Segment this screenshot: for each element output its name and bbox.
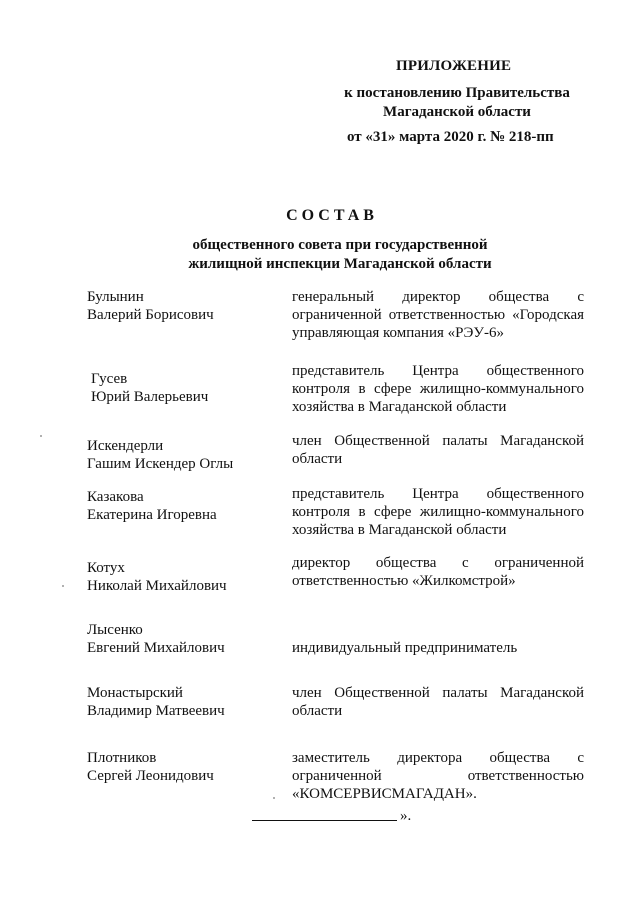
member-name <box>91 370 281 406</box>
member-name <box>87 749 277 785</box>
reference-line-1: к постановлению Правительства <box>344 85 570 101</box>
member-given-names: Николай Михайлович <box>87 578 227 594</box>
member-surname: Котух <box>87 560 125 576</box>
member-role: генеральный директор общества с ограниченной ответственностью «Городская управляющая компания «РЭУ-6» <box>292 289 584 341</box>
member-name <box>87 488 277 524</box>
scan-speck <box>40 435 42 437</box>
subtitle-line-2: жилищной инспекции Магаданской области <box>188 256 492 272</box>
closing-quote-mark: ». <box>400 808 412 824</box>
member-role: индивидуальный предприниматель <box>292 640 518 656</box>
member-surname: Монастырский <box>87 685 183 701</box>
reference-line-2: Магаданской области <box>383 104 531 120</box>
member-surname: Лысенко <box>87 622 143 638</box>
member-surname: Гусев <box>91 371 128 387</box>
member-surname: Искендерли <box>87 438 164 454</box>
member-surname: Казакова <box>87 489 144 505</box>
scan-speck <box>62 585 64 587</box>
member-name <box>87 621 277 657</box>
member-name <box>87 684 277 720</box>
document-title: СОСТАВ <box>286 207 378 224</box>
member-name <box>87 559 277 595</box>
document-subtitle <box>150 236 530 274</box>
member-name <box>87 288 277 324</box>
member-given-names: Владимир Матвеевич <box>87 703 225 719</box>
member-role: представитель Центра общественного контроля в сфере жилищно-коммунального хозяйства в Магаданской области <box>292 363 584 415</box>
resolution-date: от «31» марта 2020 г. № 218-пп <box>347 129 554 145</box>
member-role: директор общества с ограниченной ответственностью «Жилкомстрой» <box>292 555 584 589</box>
member-given-names: Екатерина Игоревна <box>87 507 217 523</box>
member-role: заместитель директора общества с ограниченной ответственностью «КОМСЕРВИСМАГАДАН». <box>292 750 584 802</box>
appendix-label: ПРИЛОЖЕНИЕ <box>396 58 512 74</box>
member-surname: Плотников <box>87 750 157 766</box>
closing-rule <box>252 820 397 821</box>
member-given-names: Евгений Михайлович <box>87 640 225 656</box>
member-surname: Булынин <box>87 289 144 305</box>
member-given-names: Валерий Борисович <box>87 307 214 323</box>
member-role: член Общественной палаты Магаданской области <box>292 433 584 467</box>
scan-speck <box>273 797 275 799</box>
member-given-names: Сергей Леонидович <box>87 768 214 784</box>
member-given-names: Юрий Валерьевич <box>91 389 209 405</box>
subtitle-line-1: общественного совета при государственной <box>192 237 488 253</box>
member-role: член Общественной палаты Магаданской области <box>292 685 584 719</box>
reference-block <box>342 84 572 122</box>
member-role: представитель Центра общественного контроля в сфере жилищно-коммунального хозяйства в Магаданской области <box>292 486 584 538</box>
member-given-names: Гашим Искендер Оглы <box>87 456 234 472</box>
member-name <box>87 437 277 473</box>
